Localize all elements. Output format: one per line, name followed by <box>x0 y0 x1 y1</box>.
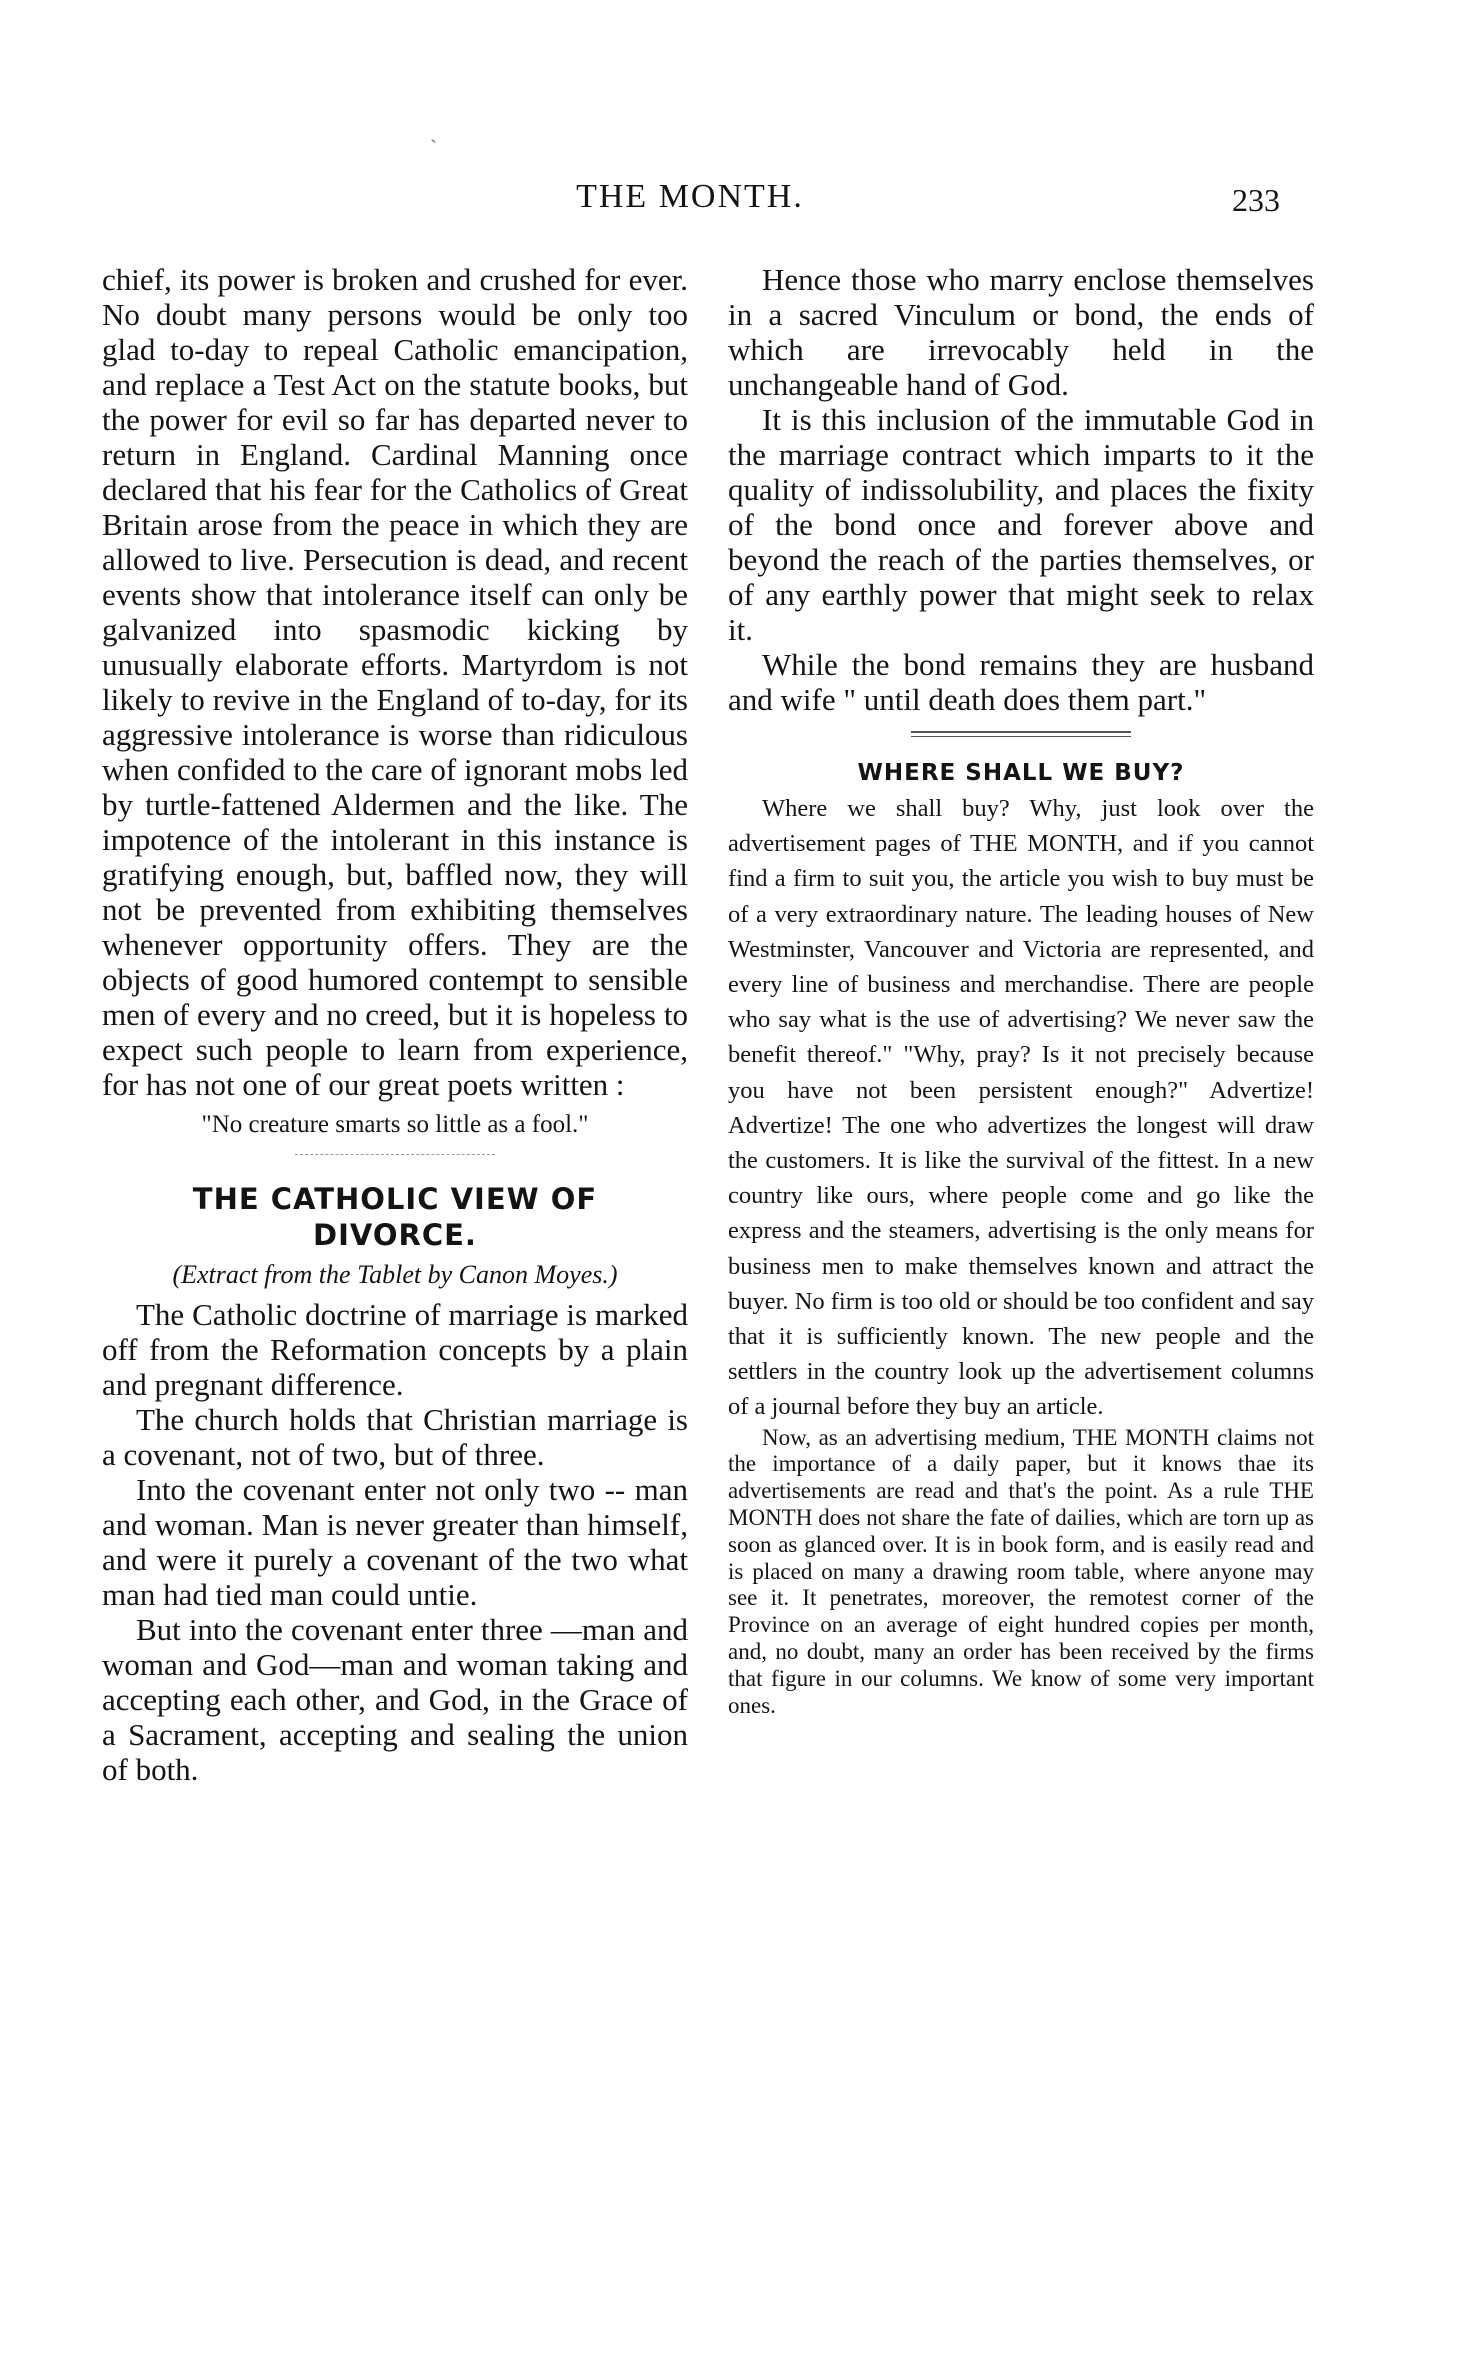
article-paragraph: Hence those who marry enclose themselves in a sacred Vinculum or bond, the ends of which are irrevocably held in the unchangeable hand of God. <box>728 262 1314 402</box>
article-paragraph: Into the covenant enter not only two -- man and woman. Man is never greater than himself, and were it purely a covenant of the two what man had tied man could untie. <box>102 1472 688 1612</box>
article-title-line-2: DIVORCE. <box>313 1218 477 1252</box>
stray-mark: ˎ <box>430 118 438 143</box>
article-paragraph: The church holds that Christian marriage is a covenant, not of two, but of three. <box>102 1402 688 1472</box>
notice-body: Where we shall buy? Why, just look over the advertisement pages of THE MONTH, and if you cannot find a firm to suit you, the article you wish to buy must be of a very extraordinary nature. The leading houses of New Westminster, Vancouver and Victoria are represented, and every line of business and merchandise. There are people who say what is the use of advertising? We never saw the benefit thereof." "Why, pray? Is it not precisely because you have not been persistent enough?" Advertize! Advertize! The one who advertizes the longest will draw the customers. It is like the survival of the fittest. In a new country like ours, where people come and go like the express and the steamers, advertising is the only means for business men to make themselves known and attract the buyer. No firm is too old or should be too confident and say that it is sufficiently known. The new people and the settlers in the country look up the advertisement columns of a journal before they buy an article. <box>728 795 1314 1421</box>
page-number: 233 <box>1232 182 1280 218</box>
running-title: THE MONTH. <box>576 178 804 215</box>
section-divider <box>911 731 1131 737</box>
article-byline: (Extract from the Tablet by Canon Moyes.) <box>172 1260 618 1289</box>
right-column <box>728 262 1314 1719</box>
article-paragraph: But into the covenant enter three —man and woman and God—man and woman taking and accepting each other, and God, in the Grace of a Sacrament, accepting and sealing the union of both. <box>102 1612 688 1787</box>
notice-body-continued: Now, as an advertising medium, THE MONTH claims not the importance of a daily paper, but it knows thae its advertisements are read and that's the point. As a rule THE MONTH does not share the fate of dailies, which are torn up as soon as glanced over. It is in book form, and is easily read and is placed on many a drawing room table, where anyone may see it. It penetrates, moreover, the remotest corner of the Province on an average of eight hundred copies per month, and, no doubt, many an order has been received by the firms that figure in our columns. We know of some very important ones. <box>728 1424 1314 1718</box>
article-paragraph: While the bond remains they are husband and wife " until death does them part." <box>728 647 1314 717</box>
article-title <box>102 1181 688 1253</box>
page-header <box>100 178 1280 228</box>
article-paragraph: The Catholic doctrine of marriage is marked off from the Reformation concepts by a plain and pregnant difference. <box>102 1297 688 1402</box>
section-divider <box>295 1154 495 1155</box>
advertising-notice <box>728 759 1314 1719</box>
notice-title: WHERE SHALL WE BUY? <box>857 760 1185 786</box>
continued-paragraph: chief, its power is broken and crushed for ever. No doubt many persons would be only too glad to-day to repeal Catholic emancipation, and replace a Test Act on the statute books, but the power for evil so far has departed never to return in England. Cardinal Manning once declared that his fear for the Catholics of Great Britain arose from the peace in which they are allowed to live. Persecution is dead, and recent events show that intolerance itself can only be galvanized into spasmodic kicking by unusually elaborate efforts. Martyrdom is not likely to revive in the England of to-day, for its aggressive intolerance is worse than ridiculous when confided to the care of ignorant mobs led by turtle-fattened Aldermen and the like. The impotence of the intolerant in this instance is gratifying enough, but, baffled now, they will not be prevented from exhibiting themselves whenever opportunity offers. They are the objects of good humored contempt to sensible men of every and no creed, but it is hopeless to expect such people to learn from experience, for has not one of our great poets written : <box>102 262 688 1102</box>
article-paragraph: It is this inclusion of the immutable God in the marriage contract which imparts to it the quality of indissolubility, and places the fixity of the bond once and forever above and beyond the reach of the parties themselves, or of any earthly power that might seek to relax it. <box>728 402 1314 647</box>
article-title-line-1: THE CATHOLIC VIEW OF <box>192 1182 598 1216</box>
left-column <box>102 262 688 1787</box>
divorce-article <box>102 1181 688 1787</box>
poetry-quote: "No creature smarts so little as a fool." <box>201 1111 589 1138</box>
